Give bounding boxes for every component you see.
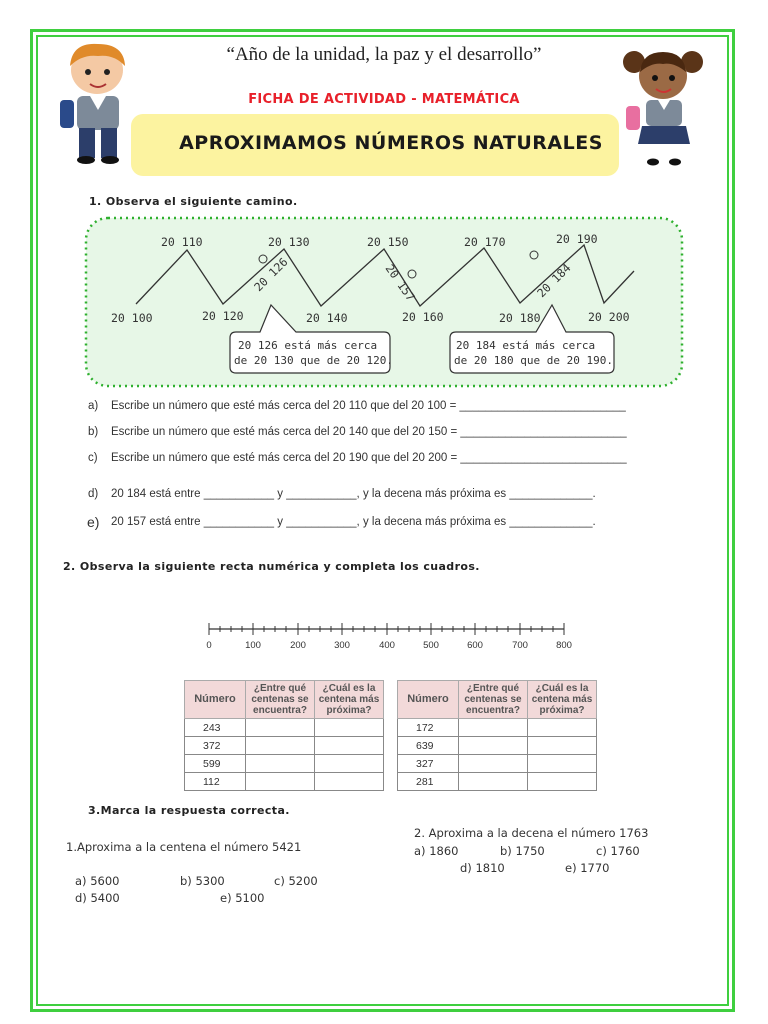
answer-cell[interactable] [315, 773, 384, 791]
bubble-left-line-1: 20 126 está más cerca [238, 339, 378, 352]
worksheet-subtitle: FICHA DE ACTIVIDAD - MATEMÁTICA [248, 92, 520, 107]
table-right [397, 680, 597, 791]
item-b-letter: b) [88, 426, 99, 438]
mc2-option-d[interactable]: d) 1810 [460, 861, 505, 875]
mc2-option-e[interactable]: e) 1770 [565, 861, 610, 875]
item-a-text: Escribe un número que esté más cerca del 20 110 que del 20 100 = __________________________ [111, 400, 626, 412]
path-diagram [84, 216, 684, 388]
question-3-heading: 3.Marca la respuesta correcta. [88, 804, 290, 817]
mc1-option-d[interactable]: d) 5400 [75, 891, 120, 905]
table-left-header-nearest: ¿Cuál es la centena más próxima? [315, 681, 384, 719]
answer-cell[interactable] [315, 719, 384, 737]
item-c-letter: c) [88, 452, 98, 464]
answer-cell[interactable] [459, 755, 528, 773]
mc2-option-c[interactable]: c) 1760 [596, 844, 640, 858]
mc1-option-a[interactable]: a) 5600 [75, 874, 120, 888]
tick-500: 500 [423, 640, 439, 651]
path-label-bottom-1: 20 100 [111, 311, 153, 325]
mc1-option-e[interactable]: e) 5100 [220, 891, 265, 905]
table-left [184, 680, 384, 791]
answer-cell[interactable] [528, 773, 597, 791]
bubble-right-line-2: de 20 180 que de 20 190. [454, 354, 613, 367]
item-d-letter: d) [88, 488, 99, 500]
mark-label-3: 20 184 [534, 260, 574, 301]
question-2-heading: 2. Observa la siguiente recta numérica y completa los cuadros. [63, 560, 480, 573]
item-e-text: 20 157 está entre ___________ y ___________, y la decena más próxima es _____________. [111, 516, 596, 528]
table-left-header-between: ¿Entre qué centenas se encuentra? [246, 681, 315, 719]
tick-600: 600 [467, 640, 483, 651]
answer-cell[interactable] [246, 719, 315, 737]
answer-cell[interactable] [459, 773, 528, 791]
table-right-number: 639 [398, 737, 459, 755]
tick-300: 300 [334, 640, 350, 651]
path-label-bottom-2: 20 120 [202, 309, 244, 323]
table-left-header-number: Número [185, 681, 246, 719]
table-left-number: 372 [185, 737, 246, 755]
answer-cell[interactable] [246, 737, 315, 755]
mc1-prompt: 1.Aproxima a la centena el número 5421 [66, 840, 302, 854]
number-line [196, 620, 586, 656]
tick-800: 800 [556, 640, 572, 651]
path-label-top-4: 20 170 [464, 235, 506, 249]
table-left-number: 112 [185, 773, 246, 791]
table-right-header-between: ¿Entre qué centenas se encuentra? [459, 681, 528, 719]
item-a-letter: a) [88, 400, 99, 412]
mc2-option-a[interactable]: a) 1860 [414, 844, 459, 858]
mc2-prompt: 2. Aproxima a la decena el número 1763 [414, 826, 649, 840]
table-right-header-nearest: ¿Cuál es la centena más próxima? [528, 681, 597, 719]
answer-cell[interactable] [246, 773, 315, 791]
path-label-top-1: 20 110 [161, 235, 203, 249]
table-left-number: 243 [185, 719, 246, 737]
answer-cell[interactable] [459, 737, 528, 755]
item-b-text: Escribe un número que esté más cerca del 20 140 que del 20 150 = __________________________ [111, 426, 627, 438]
table-right-number: 327 [398, 755, 459, 773]
mc1-option-c[interactable]: c) 5200 [274, 874, 318, 888]
answer-cell[interactable] [315, 737, 384, 755]
path-label-bottom-6: 20 200 [588, 310, 630, 324]
mc2-option-b[interactable]: b) 1750 [500, 844, 545, 858]
tick-0: 0 [206, 640, 212, 651]
path-label-top-2: 20 130 [268, 235, 310, 249]
path-label-top-5: 20 190 [556, 232, 598, 246]
table-left-number: 599 [185, 755, 246, 773]
table-right-header-number: Número [398, 681, 459, 719]
mark-label-2: 20 157 [382, 261, 418, 304]
path-label-bottom-3: 20 140 [306, 311, 348, 325]
bubble-right-line-1: 20 184 está más cerca [456, 339, 596, 352]
bubble-left-line-2: de 20 130 que de 20 120. [234, 354, 393, 367]
item-e-letter: e) [87, 514, 100, 530]
path-label-top-3: 20 150 [367, 235, 409, 249]
item-c-text: Escribe un número que esté más cerca del 20 190 que del 20 200 = __________________________ [111, 452, 627, 464]
path-label-bottom-4: 20 160 [402, 310, 444, 324]
question-1-heading: 1. Observa el siguiente camino. [89, 195, 298, 208]
path-label-bottom-5: 20 180 [499, 311, 541, 325]
mc1-option-b[interactable]: b) 5300 [180, 874, 225, 888]
table-right-number: 172 [398, 719, 459, 737]
mark-label-1: 20 126 [251, 254, 291, 295]
answer-cell[interactable] [528, 755, 597, 773]
tick-400: 400 [379, 640, 395, 651]
answer-cell[interactable] [246, 755, 315, 773]
worksheet-title: APROXIMAMOS NÚMEROS NATURALES [179, 132, 603, 154]
item-d-text: 20 184 está entre ___________ y ___________, y la decena más próxima es _____________. [111, 488, 596, 500]
answer-cell[interactable] [315, 755, 384, 773]
tick-200: 200 [290, 640, 306, 651]
answer-cell[interactable] [528, 737, 597, 755]
tick-700: 700 [512, 640, 528, 651]
tick-100: 100 [245, 640, 261, 651]
answer-cell[interactable] [459, 719, 528, 737]
answer-cell[interactable] [528, 719, 597, 737]
table-right-number: 281 [398, 773, 459, 791]
motto: “Año de la unidad, la paz y el desarrollo” [226, 44, 542, 65]
